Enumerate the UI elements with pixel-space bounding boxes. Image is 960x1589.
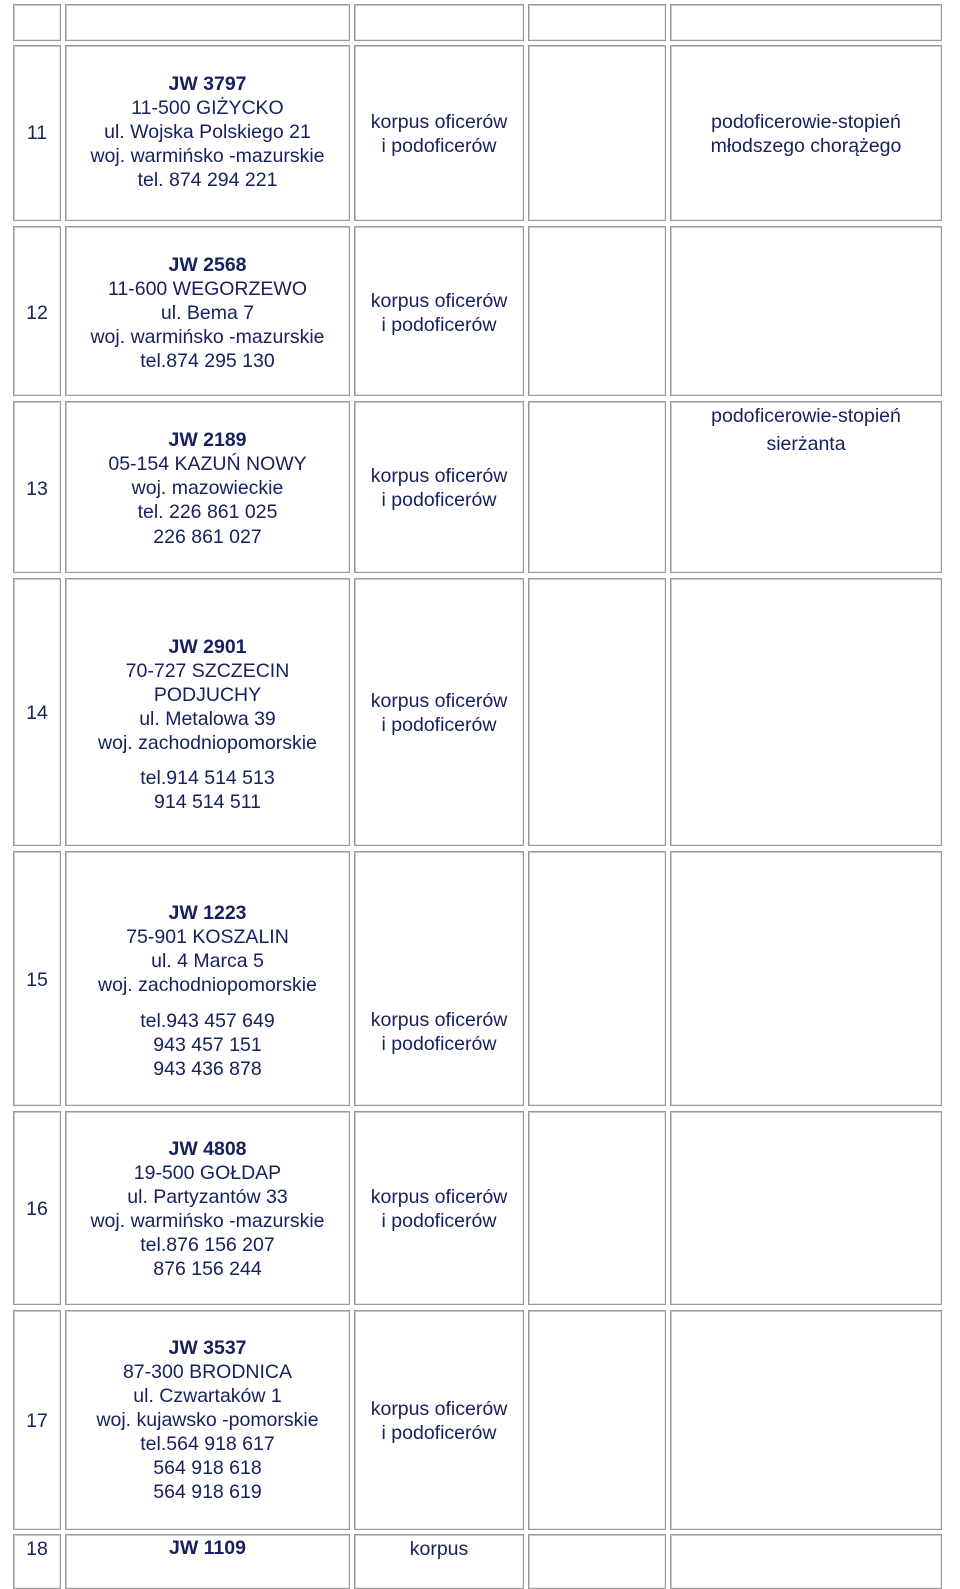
- note-cell: [670, 45, 942, 221]
- corps-line: i podoficerów: [381, 1422, 497, 1444]
- address-line: 943 436 878: [153, 1058, 262, 1080]
- address-line: woj. zachodniopomorskie: [98, 732, 317, 754]
- note-line: podoficerowie-stopień: [711, 111, 901, 133]
- unit-address-cell: [65, 45, 350, 221]
- empty-cell: [528, 1534, 666, 1589]
- address-line: ul. Czwartaków 1: [133, 1385, 282, 1407]
- row-number: 11: [26, 122, 48, 144]
- corps-cell: [354, 45, 524, 221]
- row-number: 12: [26, 302, 48, 324]
- note-line: sierżanta: [766, 433, 846, 455]
- empty-cell: [528, 851, 666, 1106]
- address-line: tel.874 295 130: [140, 350, 275, 372]
- unit-address-cell: [65, 1111, 350, 1305]
- note-cell: [670, 1534, 942, 1589]
- row-number-cell: [13, 1534, 61, 1589]
- unit-name: JW 2568: [168, 254, 247, 276]
- corps-line: korpus oficerów: [370, 1186, 508, 1208]
- corps-line: i podoficerów: [381, 135, 497, 157]
- corps-line: korpus: [409, 1538, 469, 1560]
- note-cell: [670, 1310, 942, 1530]
- corps-line: i podoficerów: [381, 314, 497, 336]
- unit-name: JW 1109: [169, 1537, 246, 1559]
- corps-line: i podoficerów: [381, 1033, 497, 1055]
- note-cell: [670, 851, 942, 1106]
- row-number: 18: [26, 1538, 48, 1560]
- row-number-cell: [13, 1111, 61, 1305]
- address-line: 11-600 WEGORZEWO: [107, 278, 307, 300]
- note-cell: [670, 401, 942, 573]
- unit-name: JW 3537: [168, 1337, 247, 1359]
- empty-cell: [65, 4, 350, 41]
- address-line: 05-154 KAZUŃ NOWY: [108, 453, 307, 475]
- address-line: tel.943 457 649: [140, 1010, 275, 1032]
- unit-address-cell: [65, 1534, 350, 1589]
- note-cell: [670, 578, 942, 846]
- row-number-cell: [13, 226, 61, 396]
- address-line: woj. kujawsko -pomorskie: [96, 1409, 319, 1431]
- unit-name: JW 4808: [168, 1138, 247, 1160]
- address-line: 70-727 SZCZECIN: [125, 660, 290, 682]
- unit-name: JW 3797: [168, 73, 247, 95]
- unit-address-cell: [65, 851, 350, 1106]
- unit-name: JW 1223: [168, 902, 247, 924]
- address-line: ul. 4 Marca 5: [151, 950, 264, 972]
- note-line: młodszego chorążego: [710, 135, 902, 157]
- unit-address-cell: [65, 401, 350, 573]
- address-line: woj. warmińsko -mazurskie: [90, 1210, 325, 1232]
- corps-line: korpus oficerów: [370, 1398, 508, 1420]
- note-line: podoficerowie-stopień: [711, 405, 901, 427]
- empty-cell: [528, 578, 666, 846]
- row-number-cell: [13, 578, 61, 846]
- row-number-cell: [13, 1310, 61, 1530]
- address-line: woj. zachodniopomorskie: [98, 974, 317, 996]
- corps-line: korpus oficerów: [370, 1009, 508, 1031]
- row-number: 17: [26, 1410, 48, 1432]
- address-line: PODJUCHY: [153, 684, 262, 706]
- corps-cell: [354, 578, 524, 846]
- address-line: 564 918 619: [153, 1481, 262, 1503]
- unit-address-cell: [65, 578, 350, 846]
- row-number: 15: [26, 969, 48, 991]
- unit-name: JW 2189: [168, 429, 247, 451]
- address-line: tel. 874 294 221: [137, 169, 278, 191]
- row-number-cell: [13, 45, 61, 221]
- address-line: 87-300 BRODNICA: [122, 1361, 293, 1383]
- corps-line: korpus oficerów: [370, 111, 508, 133]
- corps-line: korpus oficerów: [370, 465, 508, 487]
- empty-cell: [528, 45, 666, 221]
- address-line: 226 861 027: [153, 526, 262, 548]
- corps-cell: [354, 401, 524, 573]
- note-cell: [670, 226, 942, 396]
- unit-name: JW 2901: [168, 636, 247, 658]
- unit-address-cell: [65, 1310, 350, 1530]
- corps-cell: [354, 1111, 524, 1305]
- empty-cell: [670, 4, 942, 41]
- row-number: 14: [26, 702, 48, 724]
- address-line: tel.914 514 513: [140, 767, 275, 789]
- corps-line: i podoficerów: [381, 489, 497, 511]
- empty-cell: [13, 4, 61, 41]
- corps-cell: [354, 1534, 524, 1589]
- corps-line: i podoficerów: [381, 714, 497, 736]
- empty-cell: [528, 1111, 666, 1305]
- address-line: woj. warmińsko -mazurskie: [90, 326, 325, 348]
- corps-cell: [354, 226, 524, 396]
- corps-line: korpus oficerów: [370, 690, 508, 712]
- address-line: 11-500 GIŻYCKO: [131, 97, 284, 119]
- row-number: 16: [26, 1198, 48, 1220]
- address-line: 943 457 151: [153, 1034, 262, 1056]
- address-line: 75-901 KOSZALIN: [126, 926, 289, 948]
- corps-cell: [354, 851, 524, 1106]
- empty-cell: [528, 4, 666, 41]
- address-line: 914 514 511: [154, 791, 261, 813]
- address-line: woj. warmińsko -mazurskie: [90, 145, 325, 167]
- address-line: 19-500 GOŁDAP: [133, 1162, 282, 1184]
- row-number-cell: [13, 851, 61, 1106]
- address-line: ul. Metalowa 39: [139, 708, 276, 730]
- empty-cell: [528, 401, 666, 573]
- unit-address-cell: [65, 226, 350, 396]
- address-line: ul. Bema 7: [160, 302, 255, 324]
- address-line: ul. Partyzantów 33: [127, 1186, 288, 1208]
- address-line: 876 156 244: [153, 1258, 262, 1280]
- empty-cell: [528, 226, 666, 396]
- corps-line: i podoficerów: [381, 1210, 497, 1232]
- address-line: tel.876 156 207: [140, 1234, 275, 1256]
- note-cell: [670, 1111, 942, 1305]
- address-line: ul. Wojska Polskiego 21: [104, 121, 311, 143]
- address-line: tel.564 918 617: [140, 1433, 275, 1455]
- empty-cell: [354, 4, 524, 41]
- address-line: 564 918 618: [153, 1457, 262, 1479]
- address-line: woj. mazowieckie: [131, 477, 284, 499]
- corps-cell: [354, 1310, 524, 1530]
- empty-cell: [528, 1310, 666, 1530]
- address-line: tel. 226 861 025: [137, 501, 278, 523]
- row-number: 13: [26, 478, 48, 500]
- row-number-cell: [13, 401, 61, 573]
- corps-line: korpus oficerów: [370, 290, 508, 312]
